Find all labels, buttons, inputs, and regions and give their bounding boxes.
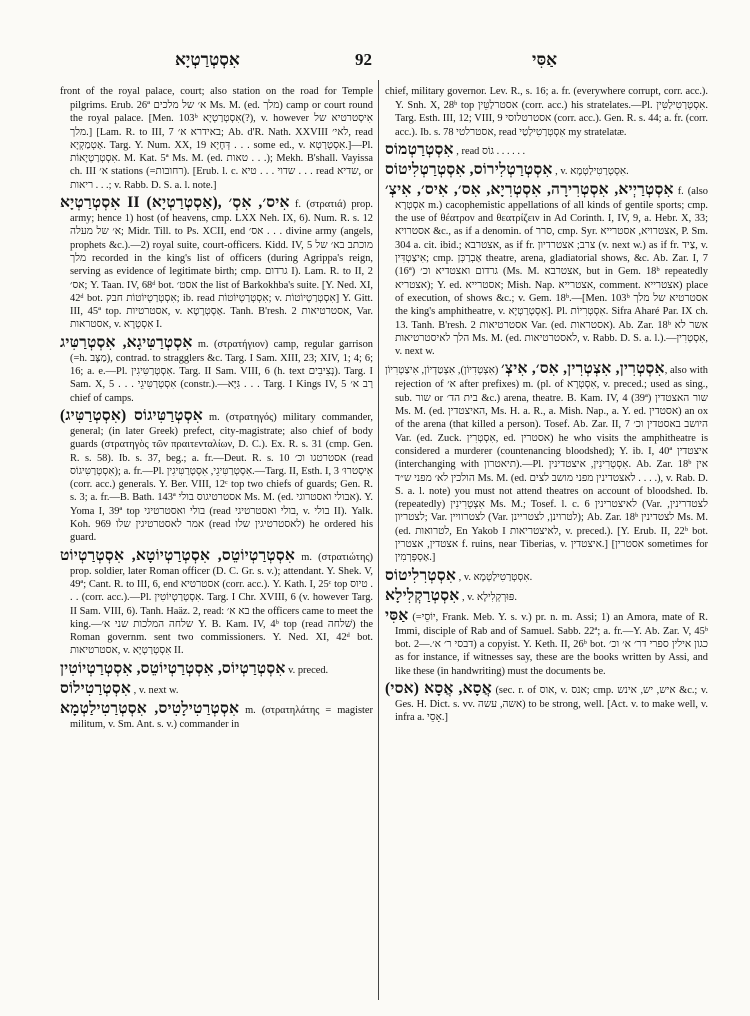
entry-lemma: אַסִּי bbox=[385, 606, 409, 624]
entry bbox=[385, 679, 708, 725]
entry bbox=[385, 606, 708, 678]
entry bbox=[60, 333, 373, 405]
entry-text: m. (στρατηγός) military commander, general; (in later Greek) prefect, city-magistrate; also chief of body guards (στρατηγὸς τῶν πραιτενταλίων, D. C.). Ex. R. s. 31 (cmp. Gen. R. s. 58). Ib. s. 37, beg.; a. fr.—Deut. R. s. 10 אסטרטגו וכ׳ (read אִסְטְרַטִּיגוֹס); a. fr.—Pl. אִסְטְרַטִּיגֵי, אִסְטְרַטִּיגִין.—Targ. II, Esth. I, 3 אִיסְטרוּ׳ (corr. acc.) generals. Y. Ber. VIII, 12ᶜ top two chiefs of guards; Gen. R. s. 3; a. fr.—B. Bath. 143ª אסטרטיגוס בולי Ms. M. (ed. אבולי ואסטרוגי). Y. Yoma I, 39ª top בולי ואסטרטיגי (read בולי ואסטרטיגי, v. בולי II). Yalk. Koh. 969 אמר לאסטרטיגין שלו (read לאסטרטיגין שלו) he ordered his guard. bbox=[70, 411, 373, 544]
entry-lemma: אִסְטְרִלִיטוֹס bbox=[385, 566, 457, 584]
entry bbox=[60, 80, 373, 192]
entry bbox=[385, 566, 708, 585]
entry bbox=[60, 659, 373, 678]
left-column bbox=[60, 80, 373, 1006]
entry-text: , read גוֹס . . . . . . bbox=[456, 145, 526, 157]
entry-lemma: אִסְטְרַטִּיגָא, אִסְטְרַטִּיג bbox=[60, 333, 193, 351]
entry bbox=[60, 699, 373, 731]
entry bbox=[60, 546, 373, 658]
left-running-headword: אִסְטְרַטְיָא bbox=[175, 50, 240, 69]
entry bbox=[60, 193, 373, 332]
entry bbox=[385, 180, 708, 359]
entry-text: (אִצְטְדִיוֹן), אִצְטַדְיוֹן, אִיצַטְרִיוֹן, also with rejection of א׳ after prefixes) m. (pl. of אִסְטְרָא, v. preced.; used as sing., sub. שור or בית הד׳ &c.) arena, theatre. B. Kam. IV, 4 (39ª) שור האצטדין Ms. M. (ed. האיצטדין, Ms. H. a. R., a. Mish. Nap., a. Y. ed. אסטדין) an ox of the arena (that killed a person). Tosef. Ab. Zar. II, 7 היושב באסטדין וכ׳ Var. (ed. Zuck. אִסְטְרִין, ed. אסטרין) he who visits the amphitheatre is considered a murderer (countenancing bloodshed); Y. ib. I, 40ª איצטדין (interchanging with תיאטרון).—Pl. אִסְטְרִינִין, איצטדינין. Ab. Zar. 18ᵇ אין הולכין לא׳ מפני ש״ד Ms. M. (ed. לאצטדינין מפני מושב לצים . . . .), v. Rab. D. S. a. l. note) you must not attend theatres on account of bloodshed. Ib. (repeatedly) אִצְטְרִינִין Ms. M.; Tosef. l. c. 6 לאיצטרינין (Var. לצטדרינין, לצטריון; Var. לצטרוויין (Var. לטרוינן, לצטריינן); Ab. Zar. 18ᵇ לצטדינין Ms. M. (ed. לטרואות, En Yakob I לאיצטריאות, v. preced.). [Y. Erub. II, 22ᵇ bot. אצטדין, אצטרין f. ruins, near Tiberias, v. איצטדין.] [אסטרין sometimes for אַסְפְּרְמִין.] bbox=[385, 365, 708, 564]
entry-text: (=יוֹסֵי, Frank. Meb. Y. s. v.) pr. n. m. Assi; 1) an Amora, mate of R. Immi, disciple of Rab and of Samuel. Sabb. 22ª; a. fr.—Y. Ab. Zar. V, 45ᵇ bot. דבסי ר׳ א׳.—2) a copyist. Y. Keth. II, 26ᵇ bot. כגון אילין ספרי דר׳ א׳ וכ׳ as for instance, if witnesses say, these are the books written by Assi, and like these (in handwriting) must the documents be. bbox=[395, 611, 708, 677]
entry-text: v. preced. bbox=[288, 664, 329, 676]
entry-lemma: אִסְטְרַטְלִירוֹס, אִסְטְרַטְלִיטוֹס bbox=[385, 160, 553, 178]
entry-text: m. (στρατήγιον) camp, regular garrison (=h. מַצָּב), contrad. to stragglers &c. Targ. I Sam. XIII, 23; XIV, 1; 4; 6; 16; a. e.—Pl. אִסְטְרַטִּיגִין. Targ. II Sam. VIII, 6 (h. text נְצִיבִים). Targ. I Sam. X, 5 . . . אִסְטְרַטִּיגֵי (constr.).—גִּיָּא . . . Targ. I Kings IV, 5 רַב א׳ chief of camps. bbox=[70, 338, 373, 404]
entry bbox=[385, 140, 708, 159]
entry-lemma: אִסְטְרַטִילוֹס bbox=[60, 679, 132, 697]
entry-text: m. (στρατηλάτης = magister militum, v. Sm. Ant. s. v.) commander in bbox=[70, 704, 373, 730]
entry-text: (sec. r. of אוס, v. אנס; cmp. איש, יש, אינש &c.; v. Ges. H. Dict. s. vv. אשה, עשה) to be strong, well. [Act. v. to make well, v. infra a. אָסֵי.] bbox=[395, 684, 708, 724]
entry-lemma: אִסְטְרַטְיָא II (אַסְטְרַטְיָא), אִיס׳, אִסְ׳ bbox=[60, 194, 290, 212]
entry-text: f. (στρατιά) prop. army; hence 1) host (of heavens, cmp. LXX Neh. IX, 6). Num. R. s. 12 א׳ של מעלה; Midr. Till. to Ps. XCII, end אס׳ . . . divine army (angels, prophets &c.).—2) royal suite, court-officers. Kidd. IV, 5 מוכתב בא׳ של מלך recorded in the king's list of officers (during Agrippa's reign, serving as evidence of legitimate birth; cmp. גרדום I). Lam. R. to II, 2 אס׳; Y. Taan. IV, 68ᵈ bot. אסט׳ the list of Barkokhba's suite. [Y. Ned. XI, 42ᵈ bot. אִסְטְרַטְיוֹטוֹת חבק; ib. read אִסְטְרַטְיוֹטוֹת; v. אִסְטְרַטְיוֹטוֹת] Y. Gitt. III, 45ª top. אסטרטיות, v. אַסְטְרָטָא. Tanh. B'resh. 2 אסטרטיאות, Var. אסטראות, v. אִסְטְרָא I. bbox=[70, 199, 373, 331]
right-column bbox=[385, 80, 708, 1006]
entry-lemma: אִסְטְרַיְיא, אִסְטְרִירָה, אִסְטְרִיָא, אִס׳, אִיס׳, אִיצְ׳ bbox=[385, 180, 674, 198]
entry-text: , v. פּוּרְקְלִילָא. bbox=[461, 591, 517, 603]
entry bbox=[385, 586, 708, 605]
entry-lemma: אֲסָא, אֲסָא (אסי) bbox=[385, 679, 492, 697]
entry-lemma: אִסְטְרַטְיוֹטֵס, אִסְטְרַטְיוֹטָא, אִסְטְרַטְיוֹט bbox=[60, 546, 296, 564]
entry-text: , v. אִסְטְרַטִילַטְמָא. bbox=[555, 165, 629, 177]
entry bbox=[60, 679, 373, 698]
entry bbox=[385, 359, 708, 564]
entry-text: chief, military governor. Lev. R., s. 16; a. fr. (everywhere corrupt, corr. acc.). Y. Snh. X, 28ᵇ top אסטרלַטֵּין (corr. acc.) his stratelates.—Pl. אִסְטְרַטִילַטִּין. Targ. Esth. III, 12; VIII, 9 אסטרטלוסי (corr. acc.). Gen. R. s. 44; a. fr. (corr. acc.). Ib. s. 78 אסטרלטי, read אִסְטְרַטִילַטַי my stratelatæ. bbox=[385, 86, 708, 138]
entry-text: m. (στρατιώτης) prop. soldier, later Roman officer (D. C. Gr. s. v.); attendant. Y. Shek. V, 49ª; Cant. R. to III, 6, end אסטרטיא (corr. acc.). Y. Kath. I, 25ᶜ top טיוס . . . (corr. acc.).—Pl. אִסְטְרַטְיוֹטִין. Targ. I Chr. XVIII, 6 (v. however Targ. II Sam. VIII, 6). Tanh. Haäz. 2, read: בא א׳ the officers came to meet the king.—שלחה המלכות שני א׳ Y. B. Kam. IV, 4ᵇ top (read שׁלחה) the Roman governm. sent two commissioners. Y. Ned. XI, 42ᵈ bot. אסטרטיאות, v. אִסְטְרַטְיָא II. bbox=[70, 551, 373, 657]
entry-lemma: אִסְטְרַטִילָטִיס, אִסְטְרַטִילַטְמָא bbox=[60, 699, 240, 717]
page-number: 92 bbox=[355, 50, 372, 69]
right-running-headword: אַסִּי bbox=[532, 50, 558, 69]
column-divider bbox=[378, 80, 379, 1000]
entry-text: front of the royal palace, court; also station on the road for Temple pilgrims. Erub. 26ª א׳ של מלכים Ms. M. (ed. מלך) camp or court round the royal palace. [Men. 103ᵇ אִסְטְרַטְיָא(?), v. however אִיסְטרטיא של מלך.] [Lam. R. to III, 7 באידרא א׳; Ab. d'R. Nath. XXVIII לאי׳, read אַטְמַקְיָא. Targ. Y. Num. XX, 19 דְּחָיָא . . . some ed., v. אִסְטְרַטְא.]—Pl. אִסְטְרַטְיָאוֹת. M. Kat. 5ª Ms. M. (ed. טאות . . .); Mekh. B'shall. Vayissa ch. III א׳ stations (=רחובות). [Erub. l. c. שדוי . . . טיא . . . read שדיא, or ריאות . . .; v. Rabb. D. S. a. l. note.] bbox=[60, 86, 373, 191]
entry-text: , v. אִסְטְרַטִילַטְמָא. bbox=[458, 571, 533, 583]
entry-text: , v. next w. bbox=[133, 684, 179, 696]
entry-lemma: אִסְטְרִין, אִצְטְרִין, אִס׳, אִיצְ׳ bbox=[501, 360, 665, 378]
running-header bbox=[0, 50, 750, 74]
entry bbox=[385, 160, 708, 179]
entry bbox=[385, 80, 708, 139]
entry-text: f. (also אִסְטְרָא m.) cacophemistic appellations of all kinds of gentile sports; cmp. the use of θέατρον and θεατρίζειν in Ad Corinth. I, IV, 9, a. Hebr. X, 33; אסטרויא &c., as if a denomin. of סרר, cmp. Syr. אצטרויא, אסטרייא, P. Sm. 304 a. cit. ibid.; אצטרבא, as if fr. צרב; אצטרדיון (v. next w.) as if fr. צַיד, v. אִיצַטְדִּין; cmp. אַבְרַכְּן theatre, arena, gladiatorial shows, &c. Ab. Zar. I, 7 (16ª) גרדום ואצטדיא וכ׳ (Ms. M. אצטרבא, but in Gem. 18ᵇ repeatedly אצטריא); Y. ed. אסטרייא; Mish. Nap. אצטרייא, comment. אצטרייא) place of execution, of shows &c.; v. Gem. 18ᵇ.—[Men. 103ᵇ אסטרטיא של מלך the king's amphitheatre, v. אִסְטְרַטְיָא]. Pl. אִסְטְרִיוֹת. Sifra Aharé Par. IX ch. 13. Tanh. B'resh. 2 אסטרטיאות Var. (ed. אסטראות). Ab. Zar. 18ᵇ אשר לא הלך לאיסטרטיאות Ms. M. (ed. לאסטרטיאות, v. Rabb. D. S. a. l.).—אִסְטְרִין, v. next w. bbox=[395, 185, 708, 358]
entry bbox=[60, 406, 373, 545]
entry-lemma: אִסְטְרַטְיוֹס, אִסְטְרַטְיוֹטֵס, אִסְטְרַטְיוֹטִין bbox=[60, 659, 286, 677]
entry-lemma: אִסְטְרַטְמוֹס bbox=[385, 140, 454, 158]
entry-lemma: אִסְטְרַקְלִילָא bbox=[385, 586, 460, 604]
entry-lemma: אִסְטְרַטִּיגוֹס (אִסְטְרַטִּיג) bbox=[60, 406, 203, 424]
